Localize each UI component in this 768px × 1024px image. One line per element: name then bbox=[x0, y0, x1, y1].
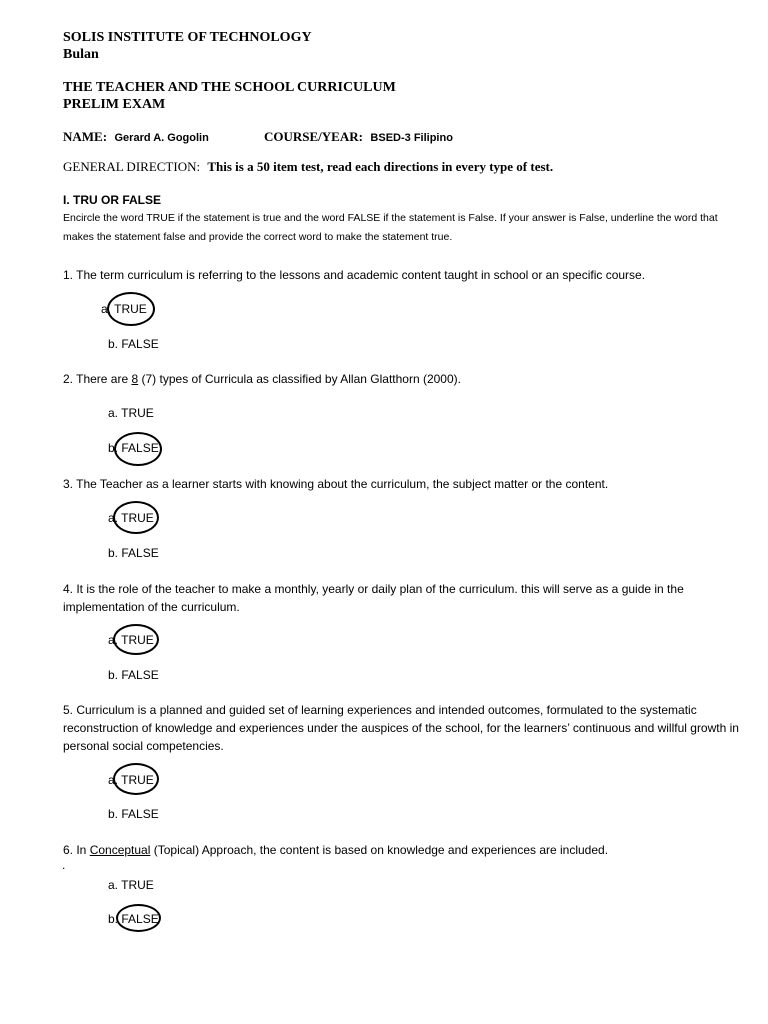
section-direction: Encircle the word TRUE if the statement is true and the word FALSE if the statement is False. If your answer is False, underline the word that makes the statement false and provide the correct word to make the statement true. bbox=[63, 212, 718, 243]
q6-answer-circle bbox=[116, 904, 161, 932]
q2-answer-circle bbox=[114, 432, 162, 466]
question-4: 4. It is the role of the teacher to make a monthly, yearly or daily plan of the curriculum. this will serve as a guide in the implementation of the curriculum. bbox=[63, 582, 684, 614]
section-title: I. TRU OR FALSE bbox=[63, 193, 162, 207]
q3-answer-circle bbox=[113, 501, 159, 534]
q4-answer-circle bbox=[113, 624, 159, 655]
q1-choice-b[interactable]: b. FALSE bbox=[108, 337, 159, 351]
q6-text-before: 6. In bbox=[63, 843, 90, 857]
q3-choice-a[interactable]: a. TRUE bbox=[108, 511, 154, 525]
question-1: 1. The term curriculum is referring to the lessons and academic content taught in school or an specific course. bbox=[63, 268, 646, 282]
course-label: COURSE/YEAR: bbox=[264, 129, 363, 144]
q2-underlined-word: 8 bbox=[131, 372, 139, 386]
student-name-row bbox=[63, 128, 209, 146]
q6-stray-mark: . bbox=[62, 858, 66, 872]
q5-choice-b[interactable]: b. FALSE bbox=[108, 807, 159, 821]
q2-text-before: 2. There are bbox=[63, 372, 132, 386]
question-2 bbox=[63, 370, 743, 388]
institution-location: Bulan bbox=[63, 47, 99, 62]
q6-text-after: (Topical) Approach, the content is based on knowledge and experiences are included. bbox=[150, 843, 609, 857]
question-6 bbox=[63, 841, 743, 859]
general-direction-label: GENERAL DIRECTION: bbox=[63, 159, 201, 174]
q5-answer-circle bbox=[113, 763, 159, 795]
name-value: Gerard A. Gogolin bbox=[114, 132, 209, 144]
course-value: BSED-3 Filipino bbox=[370, 132, 453, 144]
q2-choice-a[interactable]: a. TRUE bbox=[108, 406, 154, 420]
general-direction-text: This is a 50 item test, read each directions in every type of test. bbox=[207, 159, 554, 174]
q6-underlined-word: Conceptual bbox=[89, 843, 151, 857]
general-direction bbox=[63, 159, 553, 175]
name-label: NAME: bbox=[63, 129, 108, 144]
course-title: THE TEACHER AND THE SCHOOL CURRICULUM bbox=[63, 80, 396, 95]
q6-choice-b[interactable]: b. FALSE bbox=[108, 912, 159, 926]
q1-choice-a[interactable]: a. TRUE bbox=[101, 302, 147, 316]
q1-answer-circle bbox=[107, 292, 155, 326]
q4-choice-b[interactable]: b. FALSE bbox=[108, 668, 159, 682]
q4-choice-a[interactable]: a. TRUE bbox=[108, 633, 154, 647]
question-5: 5. Curriculum is a planned and guided set of learning experiences and intended outcomes, formulated to the systematic reconstruction of knowledge and experiences under the auspices of the school, for the learners’ continuous and willful growth in personal social competencies. bbox=[63, 703, 739, 753]
q6-choice-a[interactable]: a. TRUE bbox=[108, 878, 154, 892]
q2-text-after: (7) types of Curricula as classified by Allan Glatthorn (2000). bbox=[138, 372, 461, 386]
q2-choice-b[interactable]: b. FALSE bbox=[108, 441, 159, 455]
institution-name: SOLIS INSTITUTE OF TECHNOLOGY bbox=[63, 30, 312, 45]
q3-choice-b[interactable]: b. FALSE bbox=[108, 546, 159, 560]
question-3: 3. The Teacher as a learner starts with knowing about the curriculum, the subject matter or the content. bbox=[63, 477, 609, 491]
exam-title: PRELIM EXAM bbox=[63, 97, 166, 112]
student-course-row bbox=[264, 128, 453, 146]
q5-choice-a[interactable]: a. TRUE bbox=[108, 773, 154, 787]
